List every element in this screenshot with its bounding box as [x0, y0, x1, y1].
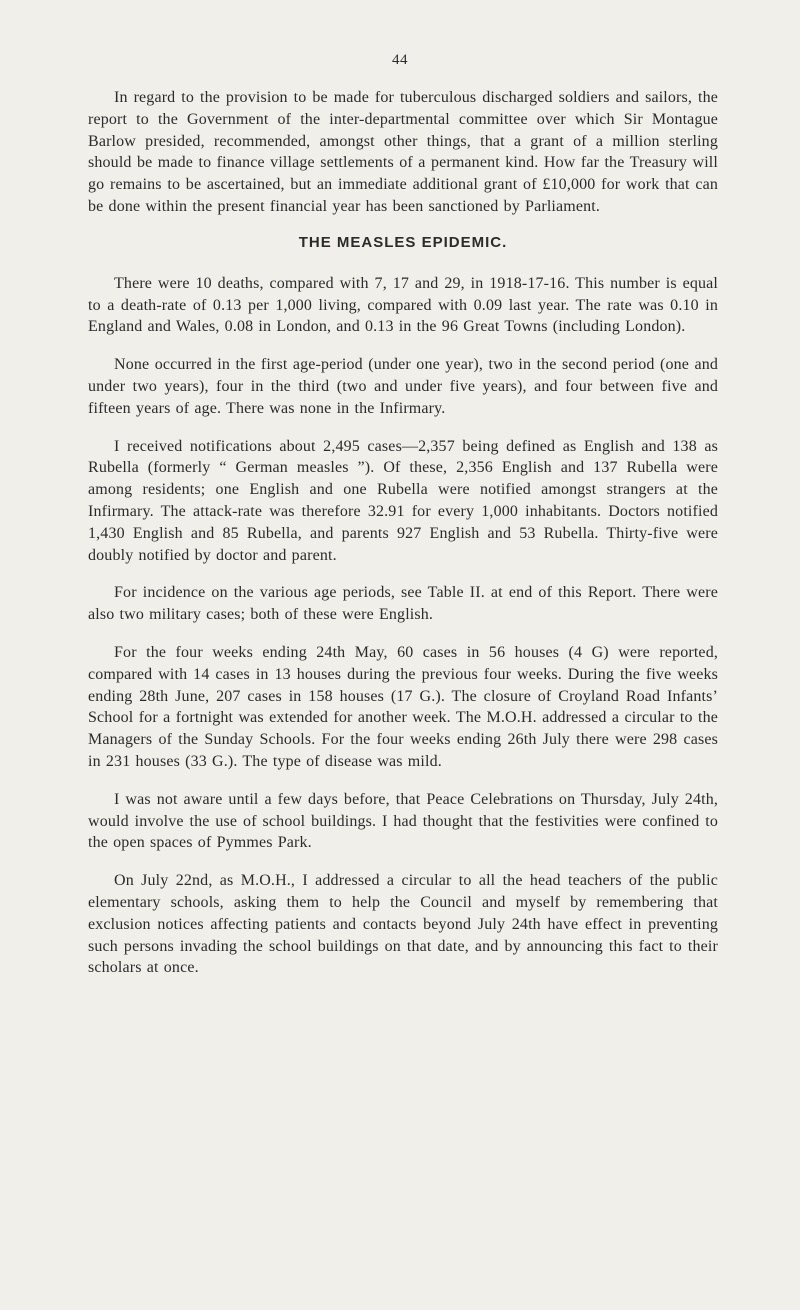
paragraph-tuberculous-soldiers: In regard to the provision to be made for tuberculous discharged soldiers and sailors, the report to the Government of the inter-departmental committee over which Sir Montague Barlow presided, recommended, amongst other things, that a grant of a million sterling should be made to finance village settlements of a permanent kind. How far the Treasury will go remains to be ascertained, but an immediate additional grant of £10,000 for work that can be done within the present financial year has been sanctioned by Parliament.: [88, 89, 718, 215]
paragraph-incidence: For incidence on the various age periods, see Table II. at end of this Report. There were also two military cases; both of these were English.: [88, 584, 718, 624]
section-heading: THE MEASLES EPIDEMIC.: [298, 233, 508, 251]
page-number: 44: [392, 52, 408, 68]
paragraph-peace-celebrations: I was not aware until a few days before, that Peace Celebrations on Thursday, July 24th, would involve the use of school buildings. I had thought that the festivities were confined to the open spaces of Pymmes Park.: [88, 790, 718, 852]
paragraph-notifications: I received notifications about 2,495 cases—2,357 being defined as English and 138 as Rubella (formerly “ German measles ”). Of these, 2,356 English and 137 Rubella were among residents; one English and one Rubella were notified amongst strangers at the Infirmary. The attack-rate was therefore 32.91 for every 1,000 inhabitants. Doctors notified 1,430 English and 85 Rubella, and parents 927 English and 53 Rubella. Thirty-five were doubly notified by doctor and parent.: [88, 437, 718, 564]
paragraph-circular: On July 22nd, as M.O.H., I addressed a circular to all the head teachers of the public elementary schools, asking them to help the Council and myself by remembering that exclusion notices affecting patients and contacts beyond July 24th have effect in preventing such persons invading the school buildings on that date, and by announcing this fact to their scholars at once.: [88, 872, 718, 977]
paragraph-deaths: There were 10 deaths, compared with 7, 17 and 29, in 1918-17-16. This number is equal to a death-rate of 0.13 per 1,000 living, compared with 0.09 last year. The rate was 0.10 in England and Wales, 0.08 in London, and 0.13 in the 96 Great Towns (including London).: [88, 274, 718, 336]
paragraph-weekly-cases: For the four weeks ending 24th May, 60 cases in 56 houses (4 G) were reported, compared with 14 cases in 13 houses during the previous four weeks. During the five weeks ending 28th June, 207 cases in 158 houses (17 G.). The closure of Croyland Road Infants’ School for a fortnight was extended for another week. The M.O.H. addressed a circular to the Managers of the Sunday Schools. For the four weeks ending 26th July there were 298 cases in 231 houses (33 G.). The type of disease was mild.: [88, 643, 718, 770]
paragraph-age-periods: None occurred in the first age-period (under one year), two in the second period (one and under two years), four in the third (two and under five years), and four between five and fifteen years of age. There was none in the Infirmary.: [88, 356, 718, 417]
page-content: [88, 87, 718, 995]
